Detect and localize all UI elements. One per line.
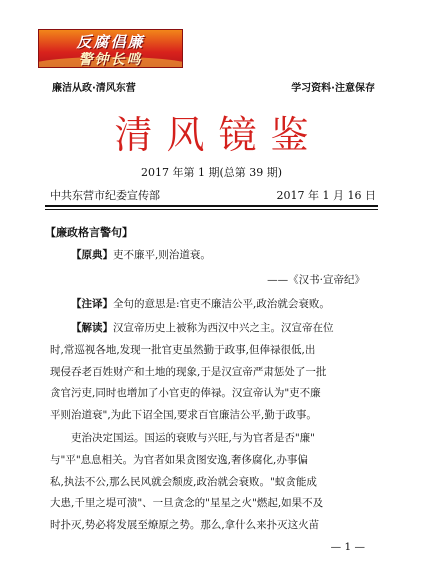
section-title: 【廉政格言警句】 xyxy=(45,226,133,239)
interp-line-3: 现侵吞老百姓财产和土地的现象,于是汉宣帝严肃惩处了一批 xyxy=(50,365,327,378)
interp-line-1: 汉宣帝历史上被称为西汉中兴之主。汉宣帝在位 xyxy=(113,322,334,334)
page-number: — 1 — xyxy=(330,541,365,553)
interpretation-paragraph xyxy=(50,318,380,427)
second-paragraph xyxy=(50,428,380,537)
publish-date: 2017 年 1 月 16 日 xyxy=(276,189,376,202)
interp-line-5: 平则治道衰",为此下诏全国,要求百官廉洁公平,勤于政事。 xyxy=(50,409,317,422)
citation: ——《汉书·宣帝纪》 xyxy=(267,274,365,286)
banner-logo xyxy=(38,29,183,68)
right-tagline: 学习资料·注意保存 xyxy=(291,83,375,94)
header-rule-thick xyxy=(45,205,378,207)
para2-line-3: 私,执法不公,那么民风就会颓废,政治就会衰败。"蚁贪能成 xyxy=(50,475,317,488)
publisher: 中共东营市纪委宣传部 xyxy=(50,189,160,202)
interp-label: 【解读】 xyxy=(71,322,113,334)
original-text: 吏不廉平,则治道衰。 xyxy=(113,249,211,261)
note-label: 【注译】 xyxy=(71,298,113,310)
banner-line-1: 反腐倡廉 xyxy=(76,33,145,51)
original-label: 【原典】 xyxy=(71,249,113,261)
interp-line-4: 贪官污吏,同时也增加了小官吏的俸禄。汉宣帝认为"吏不廉 xyxy=(50,387,321,400)
header-rule-thin xyxy=(45,209,378,210)
original-paragraph xyxy=(50,245,380,267)
para2-line-2: 与"平"息息相关。为官者如果贪图安逸,奢侈腐化,办事偏 xyxy=(50,453,308,466)
banner-line-2: 警钟长鸣 xyxy=(78,52,143,68)
note-paragraph xyxy=(50,294,380,316)
interp-line-2: 时,常巡视各地,发现一批官吏虽然勤于政事,但俸禄很低,出 xyxy=(50,343,316,356)
para2-line-5: 时扑灭,势必将发展至燎原之势。那么,拿什么来扑灭这火苗 xyxy=(50,519,320,532)
para2-line-4: 大患,千里之堤可溃"、一旦贪念的"星星之火"燃起,如果不及 xyxy=(50,497,324,510)
masthead-title: 清风镜鉴 xyxy=(114,113,323,157)
issue-number: 2017 年第 1 期(总第 39 期) xyxy=(140,166,283,179)
para2-line-1: 吏治决定国运。国运的衰败与兴旺,与为官者是否"廉" xyxy=(71,432,315,444)
interp-line xyxy=(50,318,380,340)
note-text: 全句的意思是:官吏不廉洁公平,政治就会衰败。 xyxy=(113,298,330,310)
left-tagline: 廉洁从政·清风东营 xyxy=(52,83,136,94)
